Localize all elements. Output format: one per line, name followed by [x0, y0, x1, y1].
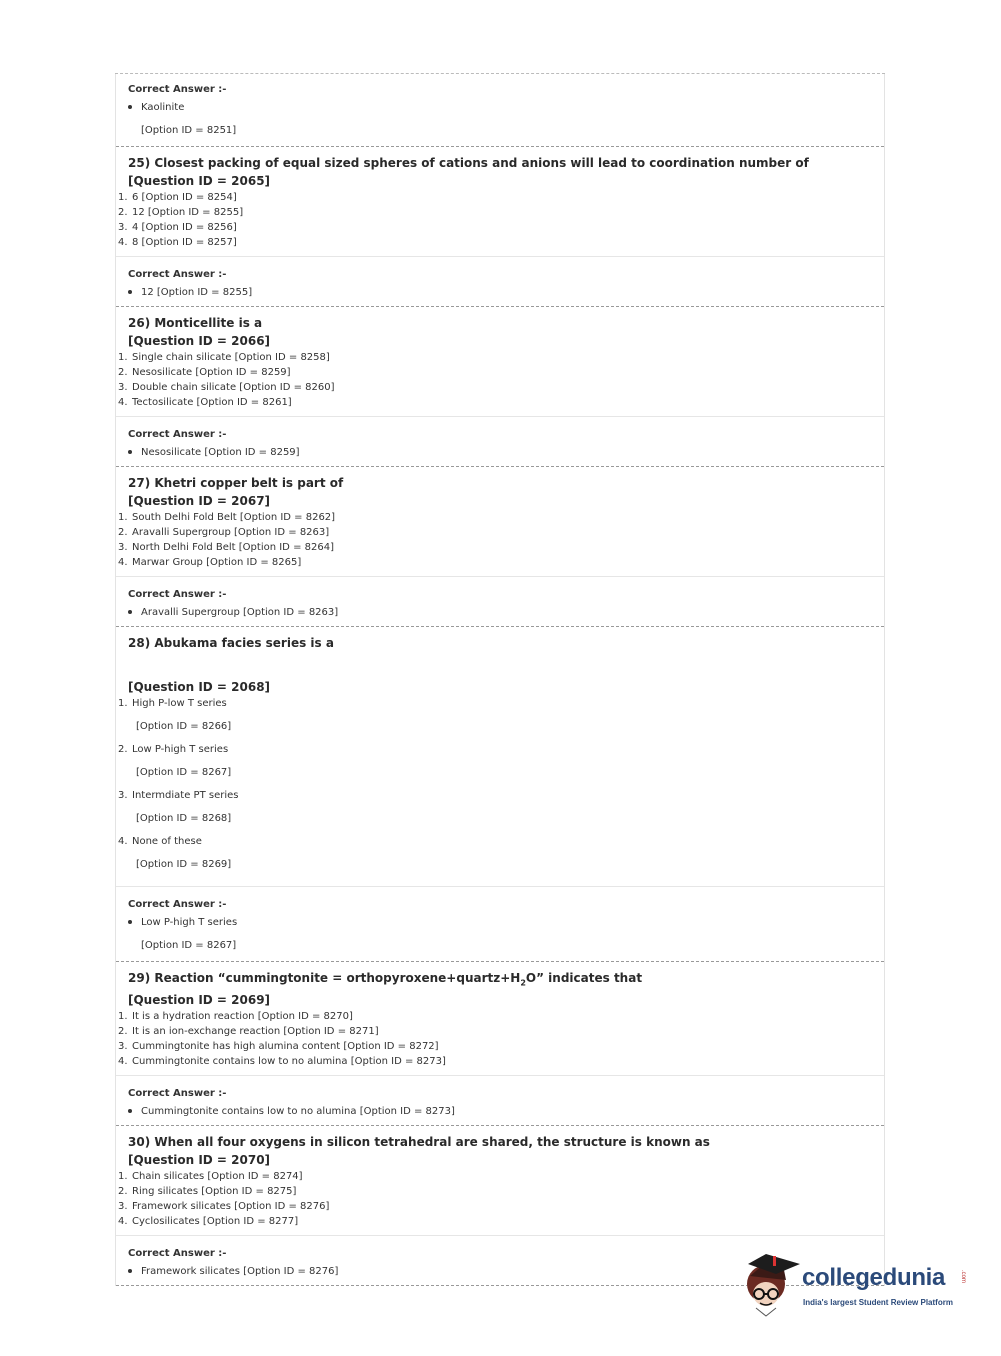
option-item: 2. It is an ion-exchange reaction [Option ID = 8271]	[118, 1026, 379, 1038]
option-list	[118, 510, 884, 570]
answer-section	[116, 416, 884, 467]
answer-label: Correct Answer :-	[128, 269, 227, 280]
bullet-icon	[128, 610, 132, 614]
question-id: [Question ID = 2068]	[128, 680, 271, 694]
answer-label: Correct Answer :-	[128, 84, 227, 95]
option-list	[118, 1009, 884, 1069]
option-id: [Option ID = 8269]	[136, 859, 232, 870]
answer-text: Aravalli Supergroup [Option ID = 8263]	[141, 607, 339, 618]
option-item: 1. Chain silicates [Option ID = 8274]	[118, 1171, 303, 1183]
question-title: 26) Monticellite is a	[128, 316, 263, 330]
mascot-icon	[742, 1250, 804, 1320]
option-item: 4. Marwar Group [Option ID = 8265]	[118, 557, 302, 568]
question-id: [Question ID = 2065]	[128, 174, 271, 188]
question-section	[116, 627, 884, 886]
bullet-icon	[128, 1109, 132, 1113]
page-edge-line	[115, 1256, 116, 1268]
question-section	[116, 147, 884, 256]
question-id: [Question ID = 2066]	[128, 334, 271, 348]
question-28	[115, 627, 885, 962]
option-item: 1. 6 [Option ID = 8254]	[118, 192, 237, 203]
question-29	[115, 962, 885, 1126]
question-section	[116, 467, 884, 576]
option-id: [Option ID = 8268]	[136, 813, 232, 824]
answer-option-id: [Option ID = 8251]	[141, 125, 237, 136]
answer-item	[128, 100, 884, 115]
question-section	[116, 1126, 884, 1235]
option-item: 2. Nesosilicate [Option ID = 8259]	[118, 367, 291, 378]
question-title: 29) Reaction “cummingtonite = $orthopyroxene+quartz+H_2O$” indicates that	[128, 971, 643, 988]
option-id: [Option ID = 8267]	[136, 767, 232, 778]
document	[115, 73, 885, 1286]
option-item: 2. Aravalli Supergroup [Option ID = 8263]	[118, 527, 330, 538]
answer-text: Framework silicates [Option ID = 8276]	[141, 1266, 339, 1278]
question-id: [Question ID = 2069]	[128, 993, 271, 1008]
question-title: 25) Closest packing of equal sized spheres of cations and anions will lead to coordination number of	[128, 156, 809, 170]
answer-text: Nesosilicate [Option ID = 8259]	[141, 447, 300, 458]
answer-text: Low P-high T series	[141, 917, 238, 928]
bullet-icon	[128, 450, 132, 454]
option-item: 4. Cyclosilicates [Option ID = 8277]	[118, 1216, 299, 1228]
option-item: 1. It is a hydration reaction [Option ID = 8270]	[118, 1011, 353, 1023]
option-item: 4. 8 [Option ID = 8257]	[118, 237, 237, 248]
question-27	[115, 467, 885, 627]
option-item: 3. 4 [Option ID = 8256]	[118, 222, 237, 233]
question-title: 30) When all four oxygens in silicon tetrahedral are shared, the structure is known as	[128, 1135, 710, 1150]
option-list	[118, 350, 884, 410]
answer-section	[116, 886, 884, 962]
answer-label: Correct Answer :-	[128, 899, 227, 910]
question-25	[115, 147, 885, 307]
option-item: 3. Cummingtonite has high alumina content [Option ID = 8272]	[118, 1041, 439, 1053]
answer-section	[116, 576, 884, 627]
answer-text: Kaolinite	[141, 102, 185, 113]
option-item: 3. Double chain silicate [Option ID = 8260]	[118, 382, 335, 393]
option-item: 4. None of these [Option ID = 8269]	[118, 834, 884, 872]
question-id: [Question ID = 2067]	[128, 494, 271, 508]
question-section	[116, 962, 884, 1075]
answer-text: 12 [Option ID = 8255]	[141, 287, 253, 298]
question-id: [Question ID = 2070]	[128, 1153, 271, 1168]
answer-label: Correct Answer :-	[128, 429, 227, 440]
logo-brand: collegedunia	[802, 1264, 946, 1291]
answer-item	[128, 1104, 884, 1119]
option-item: 4. Cummingtonite contains low to no alumina [Option ID = 8273]	[118, 1056, 446, 1068]
answer-section	[116, 256, 884, 307]
logo-com: .com	[960, 1270, 966, 1284]
option-item: 2. Ring silicates [Option ID = 8275]	[118, 1186, 297, 1198]
option-item: 3. Framework silicates [Option ID = 8276]	[118, 1201, 330, 1213]
question-26	[115, 307, 885, 467]
option-item: 4. Tectosilicate [Option ID = 8261]	[118, 397, 292, 408]
option-item: 3. Intermdiate PT series [Option ID = 8268]	[118, 788, 884, 826]
answer-section	[116, 74, 884, 147]
option-item: 1. High P-low T series [Option ID = 8266]	[118, 696, 884, 734]
answer-item	[128, 605, 884, 620]
answer-label: Correct Answer :-	[128, 1088, 227, 1100]
question-section	[116, 307, 884, 416]
answer-option-id: [Option ID = 8267]	[141, 940, 237, 951]
option-list	[118, 190, 884, 250]
option-list	[118, 1169, 884, 1229]
answer-item	[128, 915, 884, 930]
bullet-icon	[128, 290, 132, 294]
option-item: 2. Low P-high T series [Option ID = 8267]	[118, 742, 884, 780]
option-id: [Option ID = 8266]	[136, 721, 232, 732]
prev-answer-block	[115, 74, 885, 147]
bullet-icon	[128, 105, 132, 109]
bullet-icon	[128, 920, 132, 924]
option-item: 1. Single chain silicate [Option ID = 8258]	[118, 352, 330, 363]
answer-label: Correct Answer :-	[128, 589, 227, 600]
option-item: 2. 12 [Option ID = 8255]	[118, 207, 244, 218]
answer-item	[128, 285, 884, 300]
question-title: 28) Abukama facies series is a	[128, 636, 334, 650]
logo-tagline: India's largest Student Review Platform	[803, 1298, 953, 1307]
answer-text: Cummingtonite contains low to no alumina [Option ID = 8273]	[141, 1106, 455, 1118]
answer-label: Correct Answer :-	[128, 1248, 227, 1260]
collegedunia-logo	[742, 1250, 982, 1320]
option-item: 3. North Delhi Fold Belt [Option ID = 8264]	[118, 542, 334, 553]
answer-item	[128, 445, 884, 460]
bullet-icon	[128, 1269, 132, 1273]
question-title: 27) Khetri copper belt is part of	[128, 476, 344, 490]
answer-section	[116, 1075, 884, 1126]
option-item: 1. South Delhi Fold Belt [Option ID = 8262]	[118, 512, 336, 523]
spacer	[128, 652, 884, 678]
option-list	[118, 696, 884, 872]
